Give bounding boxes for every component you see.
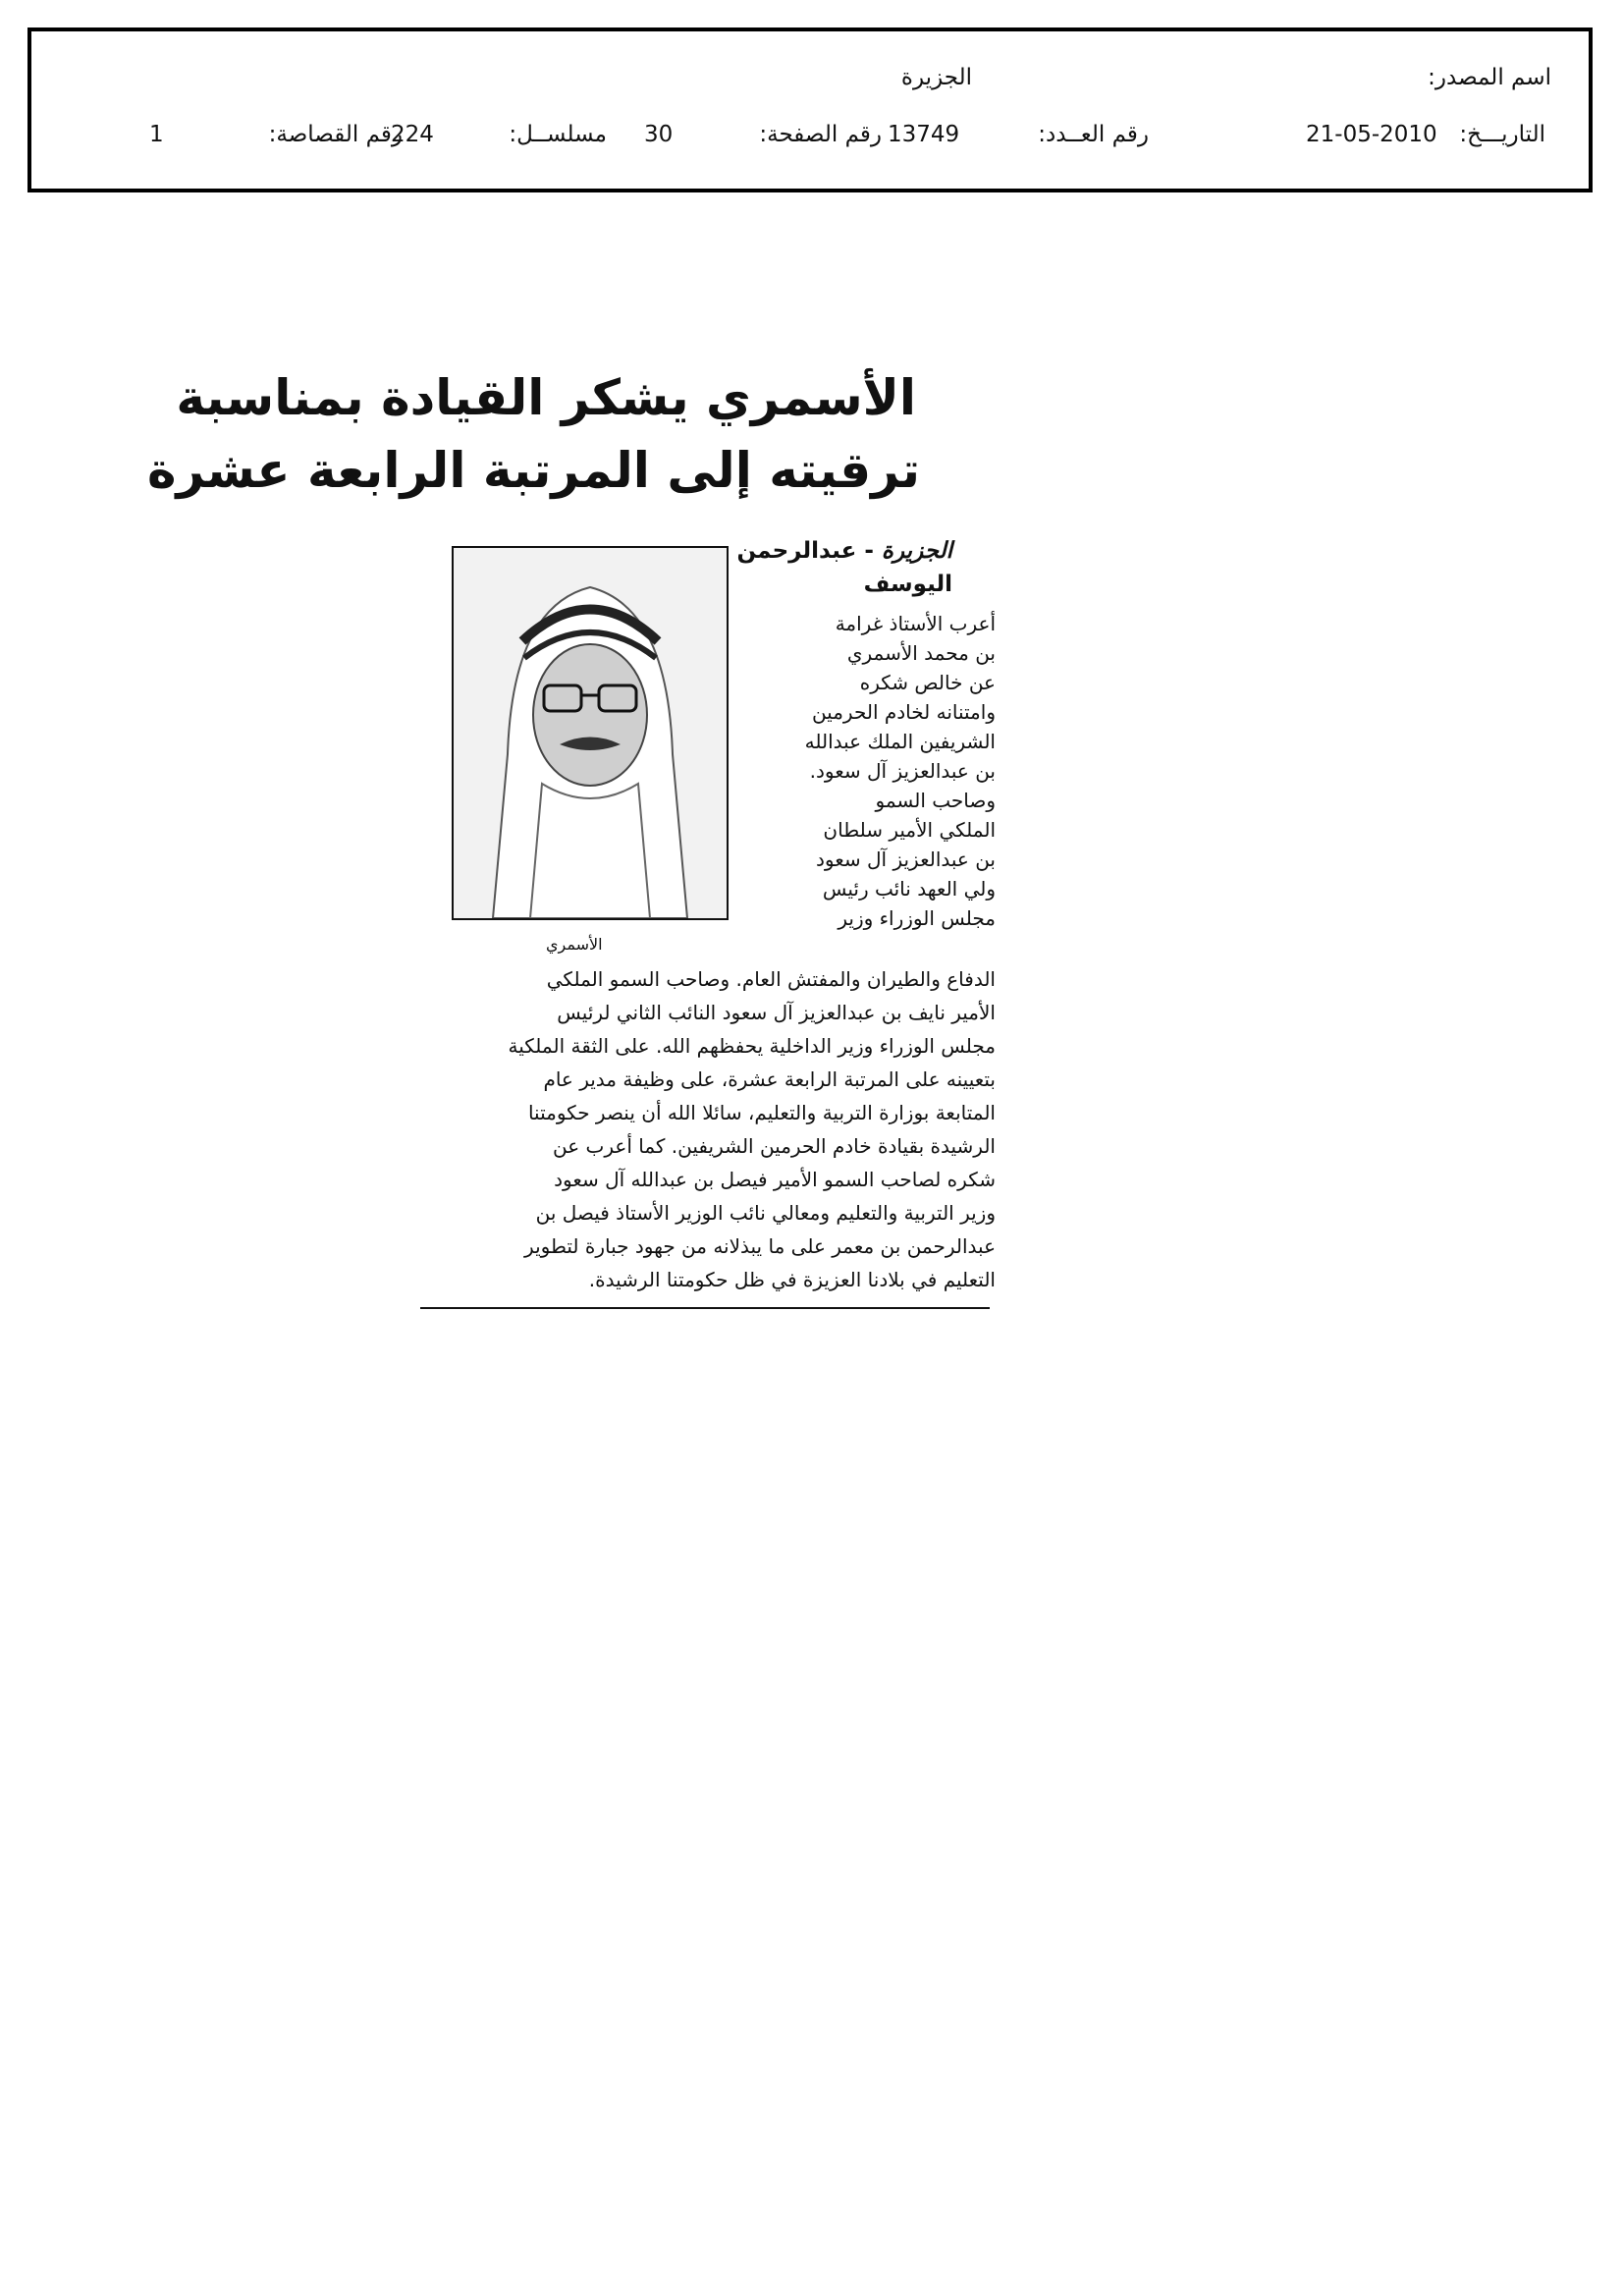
- article-line: ولي العهد نائب رئيس: [822, 877, 996, 901]
- article-line: بن محمد الأسمري: [846, 641, 996, 665]
- portrait-illustration: [454, 548, 727, 918]
- article-line: بن عبدالعزيز آل سعود: [816, 847, 996, 871]
- serial-label: مسلســل:: [509, 122, 607, 147]
- page-value: 30: [644, 122, 674, 147]
- byline-author-surname: اليوسف: [863, 572, 952, 597]
- article-line: مجلس الوزراء وزير: [838, 906, 996, 930]
- date-label: التاريـــخ:: [1459, 122, 1545, 147]
- article-column-narrow: [738, 609, 996, 933]
- clip-label: رقم القصاصة:: [268, 122, 403, 147]
- article-line: أعرب الأستاذ غرامة: [835, 612, 996, 635]
- article-line: المتابعة بوزارة التربية والتعليم، سائلا الله أن ينصر حكومتنا: [527, 1101, 996, 1124]
- article-line: الشريفين الملك عبدالله: [804, 730, 996, 753]
- article-line: بن عبدالعزيز آل سعود.: [809, 759, 996, 783]
- page-label: رقم الصفحة:: [759, 122, 882, 147]
- article-line: بتعيينه على المرتبة الرابعة عشرة، على وظيفة مدير عام: [543, 1067, 996, 1091]
- article-line: الملكي الأمير سلطان: [823, 818, 996, 842]
- byline-source: الجزيرة: [881, 538, 952, 564]
- article-line: الأمير نايف بن عبدالعزيز آل سعود النائب الثاني لرئيس: [557, 1001, 996, 1024]
- headline-line-2: ترقيته إلى المرتبة الرابعة عشرة: [146, 442, 920, 499]
- article-line: الدفاع والطيران والمفتش العام. وصاحب السمو الملكي: [546, 967, 996, 991]
- portrait-photo: [452, 546, 729, 920]
- article-line: وزير التربية والتعليم ومعالي نائب الوزير الأستاذ فيصل بن: [535, 1201, 996, 1225]
- date-value: 21-05-2010: [1306, 122, 1437, 147]
- source-label: اسم المصدر:: [1428, 65, 1551, 90]
- article-line: التعليم في بلادنا العزيزة في ظل حكومتنا الرشيدة.: [588, 1268, 996, 1291]
- serial-value: 224: [391, 122, 434, 147]
- article-line: وصاحب السمو: [875, 789, 996, 812]
- photo-caption: الأسمري: [546, 935, 603, 954]
- clip-value: 1: [149, 122, 164, 147]
- byline-line-1: [736, 538, 952, 564]
- article-line: عبدالرحمن بن معمر على ما يبذلانه من جهود جبارة لتطوير: [524, 1234, 996, 1258]
- article-line: عن خالص شكره: [859, 671, 996, 694]
- clipping-header-box: [27, 27, 1593, 192]
- issue-value: 13749: [888, 122, 960, 147]
- headline-line-1: الأسمري يشكر القيادة بمناسبة: [176, 369, 916, 426]
- source-value: الجزيرة: [900, 65, 972, 90]
- article-line: شكره لصاحب السمو الأمير فيصل بن عبدالله آل سعود: [554, 1168, 996, 1191]
- article-column-full: [434, 962, 996, 1296]
- article-line: وامتنانه لخادم الحرمين: [811, 700, 996, 724]
- article-line: الرشيدة بقيادة خادم الحرمين الشريفين. كما أعرب عن: [553, 1134, 996, 1158]
- issue-label: رقم العــدد:: [1038, 122, 1149, 147]
- article-bottom-rule: [420, 1307, 990, 1309]
- byline-author: - عبدالرحمن: [736, 538, 882, 564]
- article-line: مجلس الوزراء وزير الداخلية يحفظهم الله. على الثقة الملكية: [508, 1034, 996, 1058]
